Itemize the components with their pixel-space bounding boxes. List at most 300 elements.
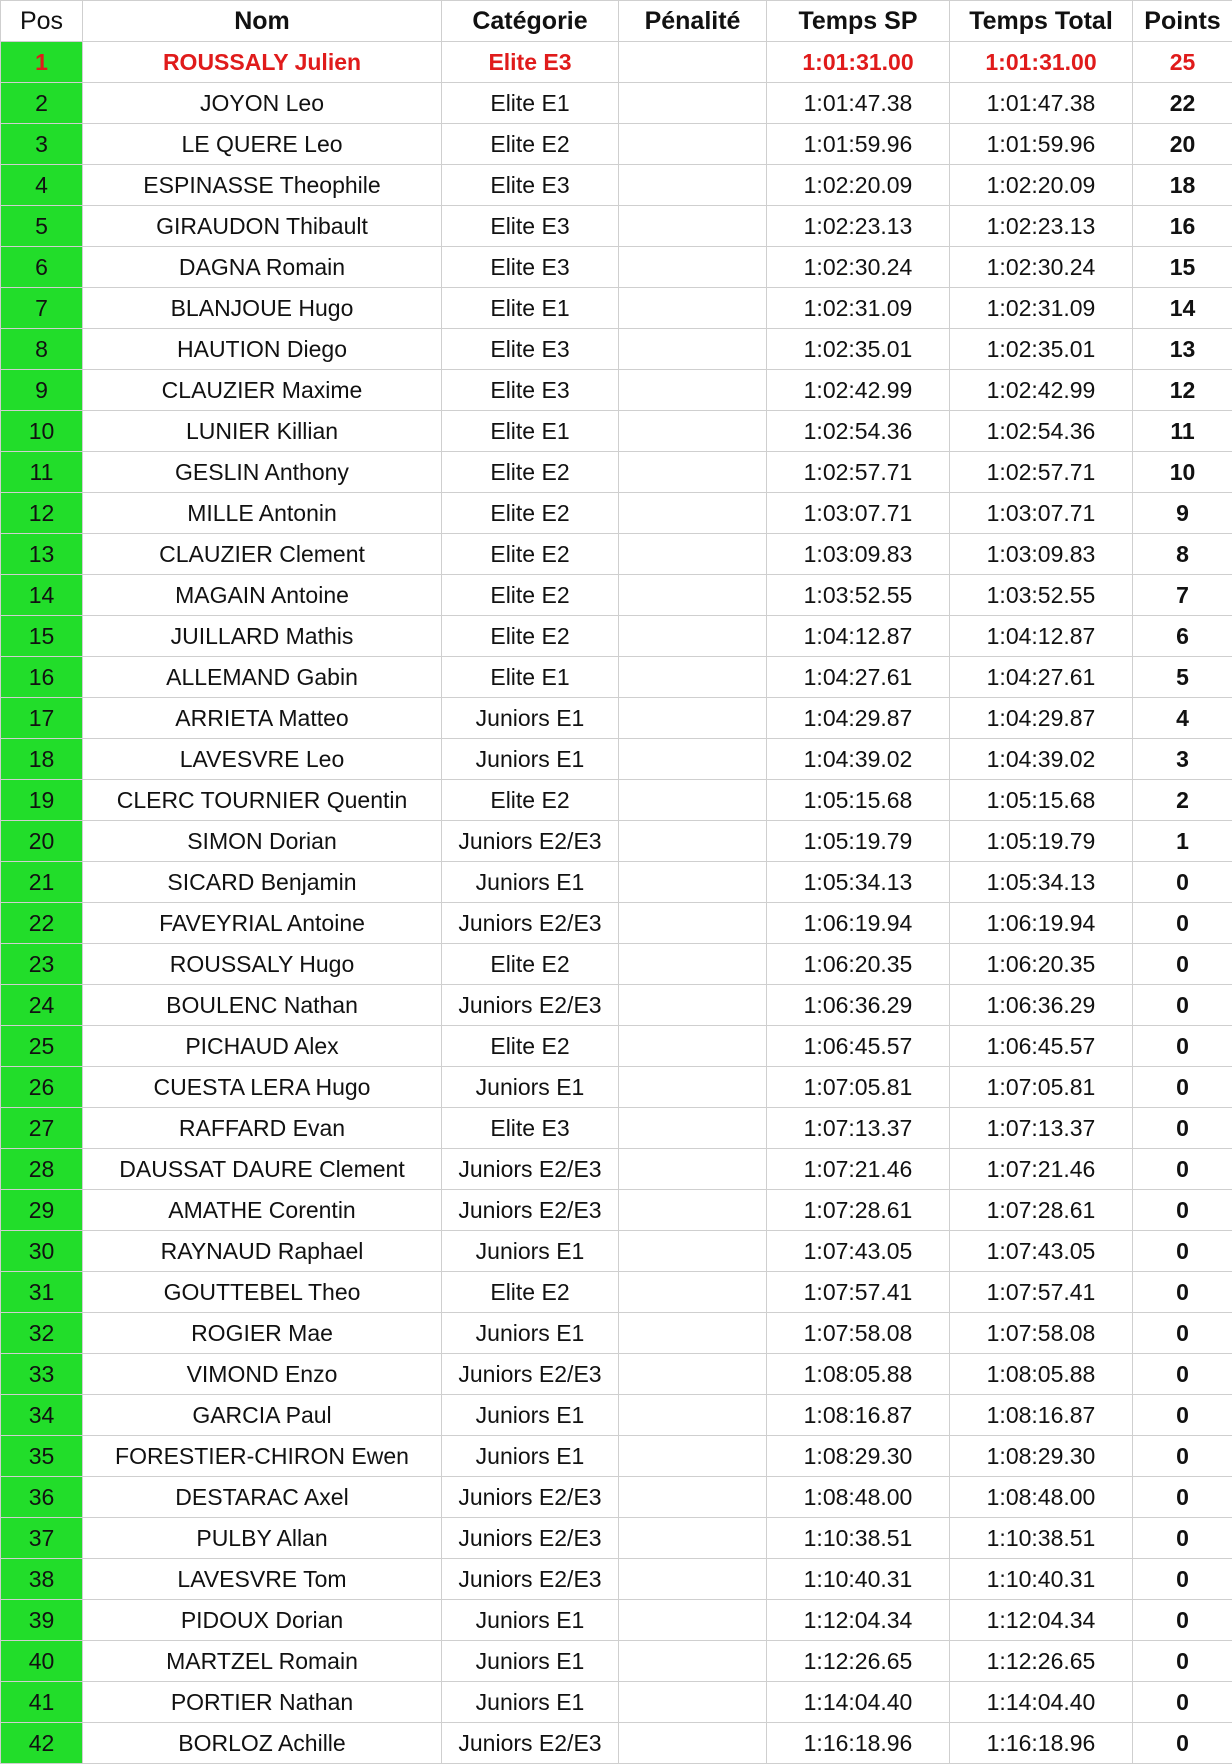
temps-total-cell: 1:02:35.01 xyxy=(950,329,1133,370)
header-temps-sp: Temps SP xyxy=(767,1,950,42)
points-cell: 0 xyxy=(1133,1231,1232,1272)
category-cell: Elite E1 xyxy=(442,657,619,698)
pos-cell: 5 xyxy=(1,206,83,247)
temps-sp-cell: 1:10:40.31 xyxy=(767,1559,950,1600)
points-cell: 0 xyxy=(1133,1600,1232,1641)
temps-total-cell: 1:07:28.61 xyxy=(950,1190,1133,1231)
name-cell: GESLIN Anthony xyxy=(83,452,442,493)
name-cell: MILLE Antonin xyxy=(83,493,442,534)
name-cell: MAGAIN Antoine xyxy=(83,575,442,616)
temps-total-cell: 1:03:09.83 xyxy=(950,534,1133,575)
category-cell: Juniors E1 xyxy=(442,739,619,780)
table-row xyxy=(1,1190,1232,1231)
name-cell: ARRIETA Matteo xyxy=(83,698,442,739)
pos-cell: 15 xyxy=(1,616,83,657)
name-cell: PIDOUX Dorian xyxy=(83,1600,442,1641)
table-row xyxy=(1,1313,1232,1354)
table-row xyxy=(1,862,1232,903)
name-cell: BORLOZ Achille xyxy=(83,1723,442,1764)
category-cell: Juniors E1 xyxy=(442,698,619,739)
table-row xyxy=(1,452,1232,493)
pos-cell: 25 xyxy=(1,1026,83,1067)
category-cell: Elite E1 xyxy=(442,288,619,329)
penalty-cell xyxy=(619,165,767,206)
table-row xyxy=(1,1682,1232,1723)
pos-cell: 18 xyxy=(1,739,83,780)
pos-cell: 34 xyxy=(1,1395,83,1436)
points-cell: 10 xyxy=(1133,452,1232,493)
pos-cell: 26 xyxy=(1,1067,83,1108)
temps-sp-cell: 1:04:27.61 xyxy=(767,657,950,698)
temps-total-cell: 1:02:54.36 xyxy=(950,411,1133,452)
temps-total-cell: 1:01:31.00 xyxy=(950,42,1133,83)
table-row xyxy=(1,1231,1232,1272)
name-cell: PULBY Allan xyxy=(83,1518,442,1559)
table-body xyxy=(1,42,1232,1764)
penalty-cell xyxy=(619,1518,767,1559)
temps-total-cell: 1:12:26.65 xyxy=(950,1641,1133,1682)
table-row xyxy=(1,493,1232,534)
name-cell: CLAUZIER Clement xyxy=(83,534,442,575)
temps-sp-cell: 1:03:09.83 xyxy=(767,534,950,575)
category-cell: Juniors E2/E3 xyxy=(442,1518,619,1559)
pos-cell: 36 xyxy=(1,1477,83,1518)
penalty-cell xyxy=(619,903,767,944)
temps-total-cell: 1:07:57.41 xyxy=(950,1272,1133,1313)
table-row xyxy=(1,698,1232,739)
temps-total-cell: 1:07:05.81 xyxy=(950,1067,1133,1108)
category-cell: Elite E3 xyxy=(442,206,619,247)
category-cell: Juniors E1 xyxy=(442,1436,619,1477)
points-cell: 18 xyxy=(1133,165,1232,206)
temps-sp-cell: 1:02:30.24 xyxy=(767,247,950,288)
pos-cell: 40 xyxy=(1,1641,83,1682)
category-cell: Juniors E1 xyxy=(442,1600,619,1641)
temps-total-cell: 1:02:31.09 xyxy=(950,288,1133,329)
name-cell: LUNIER Killian xyxy=(83,411,442,452)
temps-sp-cell: 1:07:57.41 xyxy=(767,1272,950,1313)
name-cell: RAYNAUD Raphael xyxy=(83,1231,442,1272)
name-cell: SIMON Dorian xyxy=(83,821,442,862)
pos-cell: 10 xyxy=(1,411,83,452)
pos-cell: 37 xyxy=(1,1518,83,1559)
header-nom: Nom xyxy=(83,1,442,42)
penalty-cell xyxy=(619,329,767,370)
penalty-cell xyxy=(619,821,767,862)
temps-sp-cell: 1:07:21.46 xyxy=(767,1149,950,1190)
category-cell: Elite E2 xyxy=(442,780,619,821)
penalty-cell xyxy=(619,1231,767,1272)
points-cell: 0 xyxy=(1133,1682,1232,1723)
temps-sp-cell: 1:08:29.30 xyxy=(767,1436,950,1477)
header-pos: Pos xyxy=(1,1,83,42)
category-cell: Juniors E2/E3 xyxy=(442,1354,619,1395)
points-cell: 0 xyxy=(1133,1559,1232,1600)
pos-cell: 16 xyxy=(1,657,83,698)
penalty-cell xyxy=(619,42,767,83)
penalty-cell xyxy=(619,247,767,288)
temps-total-cell: 1:14:04.40 xyxy=(950,1682,1133,1723)
header-points: Points xyxy=(1133,1,1232,42)
temps-sp-cell: 1:12:26.65 xyxy=(767,1641,950,1682)
penalty-cell xyxy=(619,1600,767,1641)
table-row xyxy=(1,739,1232,780)
penalty-cell xyxy=(619,657,767,698)
points-cell: 8 xyxy=(1133,534,1232,575)
table-row xyxy=(1,657,1232,698)
penalty-cell xyxy=(619,1641,767,1682)
pos-cell: 33 xyxy=(1,1354,83,1395)
category-cell: Elite E2 xyxy=(442,452,619,493)
temps-total-cell: 1:07:43.05 xyxy=(950,1231,1133,1272)
pos-cell: 30 xyxy=(1,1231,83,1272)
name-cell: AMATHE Corentin xyxy=(83,1190,442,1231)
points-cell: 5 xyxy=(1133,657,1232,698)
table-row xyxy=(1,616,1232,657)
temps-sp-cell: 1:16:18.96 xyxy=(767,1723,950,1764)
pos-cell: 9 xyxy=(1,370,83,411)
temps-sp-cell: 1:05:19.79 xyxy=(767,821,950,862)
penalty-cell xyxy=(619,1190,767,1231)
points-cell: 3 xyxy=(1133,739,1232,780)
pos-cell: 11 xyxy=(1,452,83,493)
points-cell: 0 xyxy=(1133,862,1232,903)
category-cell: Juniors E1 xyxy=(442,1313,619,1354)
temps-total-cell: 1:06:45.57 xyxy=(950,1026,1133,1067)
table-row xyxy=(1,903,1232,944)
table-row xyxy=(1,1026,1232,1067)
name-cell: RAFFARD Evan xyxy=(83,1108,442,1149)
name-cell: DESTARAC Axel xyxy=(83,1477,442,1518)
pos-cell: 7 xyxy=(1,288,83,329)
points-cell: 25 xyxy=(1133,42,1232,83)
temps-sp-cell: 1:02:23.13 xyxy=(767,206,950,247)
temps-total-cell: 1:06:19.94 xyxy=(950,903,1133,944)
temps-total-cell: 1:02:42.99 xyxy=(950,370,1133,411)
category-cell: Elite E3 xyxy=(442,329,619,370)
name-cell: LAVESVRE Tom xyxy=(83,1559,442,1600)
table-row xyxy=(1,1354,1232,1395)
header-penalite: Pénalité xyxy=(619,1,767,42)
name-cell: ALLEMAND Gabin xyxy=(83,657,442,698)
penalty-cell xyxy=(619,1477,767,1518)
pos-cell: 8 xyxy=(1,329,83,370)
table-row xyxy=(1,821,1232,862)
category-cell: Elite E3 xyxy=(442,247,619,288)
category-cell: Juniors E2/E3 xyxy=(442,821,619,862)
category-cell: Elite E3 xyxy=(442,165,619,206)
temps-sp-cell: 1:02:54.36 xyxy=(767,411,950,452)
category-cell: Juniors E1 xyxy=(442,1231,619,1272)
table-row xyxy=(1,1518,1232,1559)
penalty-cell xyxy=(619,575,767,616)
points-cell: 0 xyxy=(1133,1149,1232,1190)
points-cell: 22 xyxy=(1133,83,1232,124)
temps-sp-cell: 1:08:05.88 xyxy=(767,1354,950,1395)
name-cell: PORTIER Nathan xyxy=(83,1682,442,1723)
name-cell: PICHAUD Alex xyxy=(83,1026,442,1067)
points-cell: 0 xyxy=(1133,1477,1232,1518)
table-header xyxy=(1,1,1232,42)
category-cell: Juniors E1 xyxy=(442,862,619,903)
pos-cell: 4 xyxy=(1,165,83,206)
temps-total-cell: 1:01:47.38 xyxy=(950,83,1133,124)
temps-sp-cell: 1:07:43.05 xyxy=(767,1231,950,1272)
temps-total-cell: 1:16:18.96 xyxy=(950,1723,1133,1764)
category-cell: Elite E2 xyxy=(442,1272,619,1313)
points-cell: 0 xyxy=(1133,1313,1232,1354)
temps-sp-cell: 1:06:45.57 xyxy=(767,1026,950,1067)
points-cell: 14 xyxy=(1133,288,1232,329)
points-cell: 0 xyxy=(1133,1436,1232,1477)
temps-total-cell: 1:05:34.13 xyxy=(950,862,1133,903)
category-cell: Juniors E2/E3 xyxy=(442,985,619,1026)
temps-sp-cell: 1:04:39.02 xyxy=(767,739,950,780)
category-cell: Elite E1 xyxy=(442,411,619,452)
pos-cell: 2 xyxy=(1,83,83,124)
table-row xyxy=(1,370,1232,411)
penalty-cell xyxy=(619,1723,767,1764)
pos-cell: 3 xyxy=(1,124,83,165)
temps-sp-cell: 1:08:48.00 xyxy=(767,1477,950,1518)
points-cell: 15 xyxy=(1133,247,1232,288)
category-cell: Elite E3 xyxy=(442,370,619,411)
penalty-cell xyxy=(619,411,767,452)
category-cell: Juniors E2/E3 xyxy=(442,1477,619,1518)
table-row xyxy=(1,165,1232,206)
name-cell: DAGNA Romain xyxy=(83,247,442,288)
category-cell: Juniors E2/E3 xyxy=(442,1559,619,1600)
temps-sp-cell: 1:07:58.08 xyxy=(767,1313,950,1354)
name-cell: CLERC TOURNIER Quentin xyxy=(83,780,442,821)
temps-sp-cell: 1:03:52.55 xyxy=(767,575,950,616)
temps-total-cell: 1:10:40.31 xyxy=(950,1559,1133,1600)
temps-total-cell: 1:02:57.71 xyxy=(950,452,1133,493)
temps-total-cell: 1:12:04.34 xyxy=(950,1600,1133,1641)
name-cell: GOUTTEBEL Theo xyxy=(83,1272,442,1313)
category-cell: Juniors E2/E3 xyxy=(442,1723,619,1764)
temps-sp-cell: 1:06:19.94 xyxy=(767,903,950,944)
name-cell: CUESTA LERA Hugo xyxy=(83,1067,442,1108)
pos-cell: 13 xyxy=(1,534,83,575)
temps-total-cell: 1:02:23.13 xyxy=(950,206,1133,247)
temps-total-cell: 1:02:30.24 xyxy=(950,247,1133,288)
category-cell: Juniors E1 xyxy=(442,1067,619,1108)
category-cell: Elite E2 xyxy=(442,616,619,657)
temps-total-cell: 1:06:20.35 xyxy=(950,944,1133,985)
category-cell: Elite E1 xyxy=(442,83,619,124)
penalty-cell xyxy=(619,1313,767,1354)
name-cell: LAVESVRE Leo xyxy=(83,739,442,780)
temps-total-cell: 1:07:13.37 xyxy=(950,1108,1133,1149)
name-cell: LE QUERE Leo xyxy=(83,124,442,165)
temps-sp-cell: 1:06:36.29 xyxy=(767,985,950,1026)
pos-cell: 39 xyxy=(1,1600,83,1641)
penalty-cell xyxy=(619,1354,767,1395)
temps-sp-cell: 1:14:04.40 xyxy=(767,1682,950,1723)
pos-cell: 35 xyxy=(1,1436,83,1477)
penalty-cell xyxy=(619,1067,767,1108)
temps-total-cell: 1:06:36.29 xyxy=(950,985,1133,1026)
table-row xyxy=(1,1108,1232,1149)
table-row xyxy=(1,288,1232,329)
category-cell: Elite E2 xyxy=(442,1026,619,1067)
penalty-cell xyxy=(619,1559,767,1600)
penalty-cell xyxy=(619,452,767,493)
pos-cell: 29 xyxy=(1,1190,83,1231)
pos-cell: 24 xyxy=(1,985,83,1026)
points-cell: 0 xyxy=(1133,1272,1232,1313)
header-categorie: Catégorie xyxy=(442,1,619,42)
points-cell: 7 xyxy=(1133,575,1232,616)
pos-cell: 42 xyxy=(1,1723,83,1764)
points-cell: 2 xyxy=(1133,780,1232,821)
points-cell: 13 xyxy=(1133,329,1232,370)
penalty-cell xyxy=(619,206,767,247)
table-row xyxy=(1,575,1232,616)
points-cell: 0 xyxy=(1133,1641,1232,1682)
category-cell: Juniors E1 xyxy=(442,1682,619,1723)
pos-cell: 32 xyxy=(1,1313,83,1354)
temps-sp-cell: 1:02:57.71 xyxy=(767,452,950,493)
category-cell: Elite E2 xyxy=(442,944,619,985)
penalty-cell xyxy=(619,1149,767,1190)
temps-total-cell: 1:02:20.09 xyxy=(950,165,1133,206)
pos-cell: 41 xyxy=(1,1682,83,1723)
table-row xyxy=(1,411,1232,452)
temps-sp-cell: 1:02:20.09 xyxy=(767,165,950,206)
temps-total-cell: 1:05:19.79 xyxy=(950,821,1133,862)
name-cell: ROGIER Mae xyxy=(83,1313,442,1354)
table-row xyxy=(1,206,1232,247)
table-row xyxy=(1,1723,1232,1764)
points-cell: 1 xyxy=(1133,821,1232,862)
name-cell: GIRAUDON Thibault xyxy=(83,206,442,247)
table-row xyxy=(1,1600,1232,1641)
temps-total-cell: 1:08:29.30 xyxy=(950,1436,1133,1477)
penalty-cell xyxy=(619,1436,767,1477)
pos-cell: 20 xyxy=(1,821,83,862)
category-cell: Elite E2 xyxy=(442,575,619,616)
name-cell: HAUTION Diego xyxy=(83,329,442,370)
temps-sp-cell: 1:06:20.35 xyxy=(767,944,950,985)
temps-total-cell: 1:08:05.88 xyxy=(950,1354,1133,1395)
category-cell: Elite E3 xyxy=(442,1108,619,1149)
pos-cell: 23 xyxy=(1,944,83,985)
temps-sp-cell: 1:04:12.87 xyxy=(767,616,950,657)
category-cell: Juniors E1 xyxy=(442,1395,619,1436)
table-row xyxy=(1,985,1232,1026)
temps-total-cell: 1:04:29.87 xyxy=(950,698,1133,739)
points-cell: 0 xyxy=(1133,1026,1232,1067)
name-cell: ROUSSALY Hugo xyxy=(83,944,442,985)
table-row xyxy=(1,944,1232,985)
category-cell: Juniors E2/E3 xyxy=(442,903,619,944)
points-cell: 11 xyxy=(1133,411,1232,452)
penalty-cell xyxy=(619,698,767,739)
points-cell: 16 xyxy=(1133,206,1232,247)
points-cell: 0 xyxy=(1133,944,1232,985)
name-cell: DAUSSAT DAURE Clement xyxy=(83,1149,442,1190)
table-row xyxy=(1,83,1232,124)
pos-cell: 21 xyxy=(1,862,83,903)
temps-sp-cell: 1:07:05.81 xyxy=(767,1067,950,1108)
name-cell: ROUSSALY Julien xyxy=(83,42,442,83)
temps-total-cell: 1:10:38.51 xyxy=(950,1518,1133,1559)
penalty-cell xyxy=(619,862,767,903)
points-cell: 0 xyxy=(1133,1395,1232,1436)
table-row xyxy=(1,1559,1232,1600)
temps-total-cell: 1:08:16.87 xyxy=(950,1395,1133,1436)
category-cell: Elite E2 xyxy=(442,124,619,165)
temps-total-cell: 1:05:15.68 xyxy=(950,780,1133,821)
name-cell: FAVEYRIAL Antoine xyxy=(83,903,442,944)
table-row xyxy=(1,1641,1232,1682)
points-cell: 0 xyxy=(1133,1108,1232,1149)
table-row xyxy=(1,1395,1232,1436)
name-cell: BOULENC Nathan xyxy=(83,985,442,1026)
points-cell: 9 xyxy=(1133,493,1232,534)
points-cell: 4 xyxy=(1133,698,1232,739)
points-cell: 0 xyxy=(1133,1190,1232,1231)
name-cell: MARTZEL Romain xyxy=(83,1641,442,1682)
table-row xyxy=(1,124,1232,165)
penalty-cell xyxy=(619,739,767,780)
table-row xyxy=(1,329,1232,370)
pos-cell: 19 xyxy=(1,780,83,821)
pos-cell: 17 xyxy=(1,698,83,739)
points-cell: 0 xyxy=(1133,1723,1232,1764)
penalty-cell xyxy=(619,1272,767,1313)
table-row xyxy=(1,1436,1232,1477)
temps-total-cell: 1:01:59.96 xyxy=(950,124,1133,165)
name-cell: CLAUZIER Maxime xyxy=(83,370,442,411)
points-cell: 0 xyxy=(1133,985,1232,1026)
penalty-cell xyxy=(619,493,767,534)
points-cell: 0 xyxy=(1133,1354,1232,1395)
penalty-cell xyxy=(619,124,767,165)
table-row xyxy=(1,247,1232,288)
temps-total-cell: 1:04:39.02 xyxy=(950,739,1133,780)
name-cell: JUILLARD Mathis xyxy=(83,616,442,657)
name-cell: GARCIA Paul xyxy=(83,1395,442,1436)
table-row xyxy=(1,1067,1232,1108)
temps-sp-cell: 1:12:04.34 xyxy=(767,1600,950,1641)
temps-total-cell: 1:08:48.00 xyxy=(950,1477,1133,1518)
temps-sp-cell: 1:07:13.37 xyxy=(767,1108,950,1149)
penalty-cell xyxy=(619,1395,767,1436)
penalty-cell xyxy=(619,1108,767,1149)
temps-sp-cell: 1:07:28.61 xyxy=(767,1190,950,1231)
name-cell: JOYON Leo xyxy=(83,83,442,124)
points-cell: 12 xyxy=(1133,370,1232,411)
name-cell: SICARD Benjamin xyxy=(83,862,442,903)
table-row xyxy=(1,1149,1232,1190)
temps-total-cell: 1:04:27.61 xyxy=(950,657,1133,698)
temps-sp-cell: 1:02:42.99 xyxy=(767,370,950,411)
name-cell: BLANJOUE Hugo xyxy=(83,288,442,329)
pos-cell: 14 xyxy=(1,575,83,616)
temps-sp-cell: 1:03:07.71 xyxy=(767,493,950,534)
pos-cell: 38 xyxy=(1,1559,83,1600)
temps-total-cell: 1:03:07.71 xyxy=(950,493,1133,534)
penalty-cell xyxy=(619,780,767,821)
temps-total-cell: 1:04:12.87 xyxy=(950,616,1133,657)
temps-sp-cell: 1:02:31.09 xyxy=(767,288,950,329)
category-cell: Juniors E1 xyxy=(442,1641,619,1682)
penalty-cell xyxy=(619,1682,767,1723)
penalty-cell xyxy=(619,985,767,1026)
